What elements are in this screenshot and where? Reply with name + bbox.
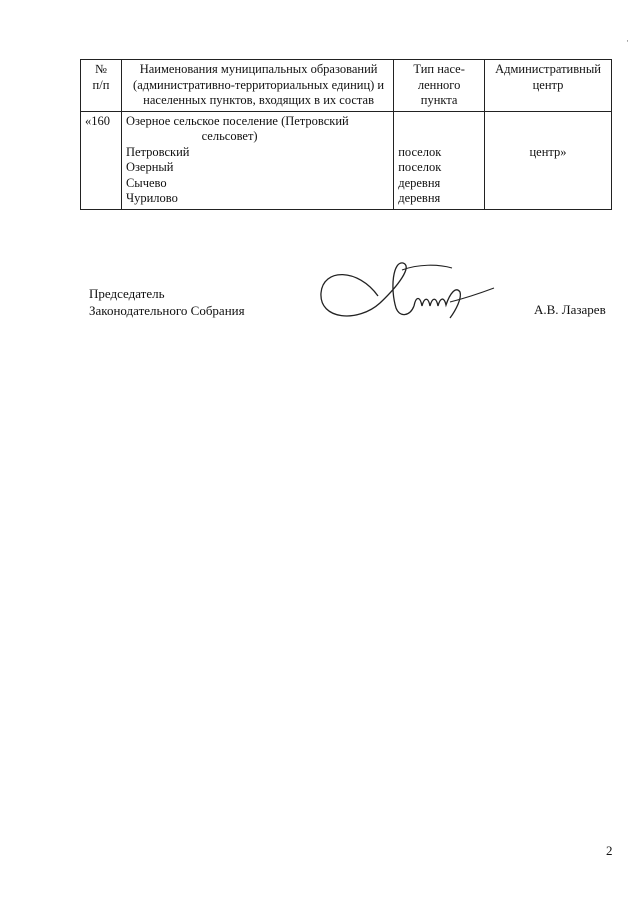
header-num: № п/п <box>81 60 122 112</box>
row-number: «160 <box>81 111 122 209</box>
settlement-type: поселок <box>398 144 442 159</box>
signatory-title <box>89 285 245 319</box>
municipality-name: Озерное сельское поселение (Петровский <box>125 113 349 128</box>
municipality-cell <box>121 111 393 209</box>
settlement-type: деревня <box>398 191 441 205</box>
settlement-name: Петровский <box>125 144 190 159</box>
table-row <box>81 111 612 209</box>
header-type: Тип насе- ленного пункта <box>394 60 485 112</box>
header-name: Наименования муниципальных образований (административно-территориальных единиц) и населенных пунктов, входящих в их состав <box>121 60 393 112</box>
page-number: 2 <box>606 843 613 858</box>
center-value: центр» <box>529 145 567 159</box>
settlement-list <box>126 145 389 207</box>
table-header-row <box>81 60 612 112</box>
municipality-name-cont: сельсовет) <box>201 129 258 143</box>
settlement-name: Чурилово <box>125 191 178 205</box>
scan-mark: · <box>626 36 629 46</box>
signer-name: А.В. Лазарев <box>534 302 606 317</box>
settlement-name: Озерный <box>125 160 174 174</box>
signatory-title-line2: Законодательного Собрания <box>89 303 245 318</box>
center-cell <box>485 111 612 209</box>
header-center: Административный центр <box>485 60 612 112</box>
settlement-name: Сычево <box>125 175 167 190</box>
signatory-title-line1: Председатель <box>89 286 165 301</box>
settlements-table <box>80 59 612 210</box>
handwritten-signature <box>318 258 508 328</box>
settlement-type: деревня <box>398 175 441 190</box>
settlement-type: поселок <box>398 160 442 174</box>
type-cell <box>394 111 485 209</box>
